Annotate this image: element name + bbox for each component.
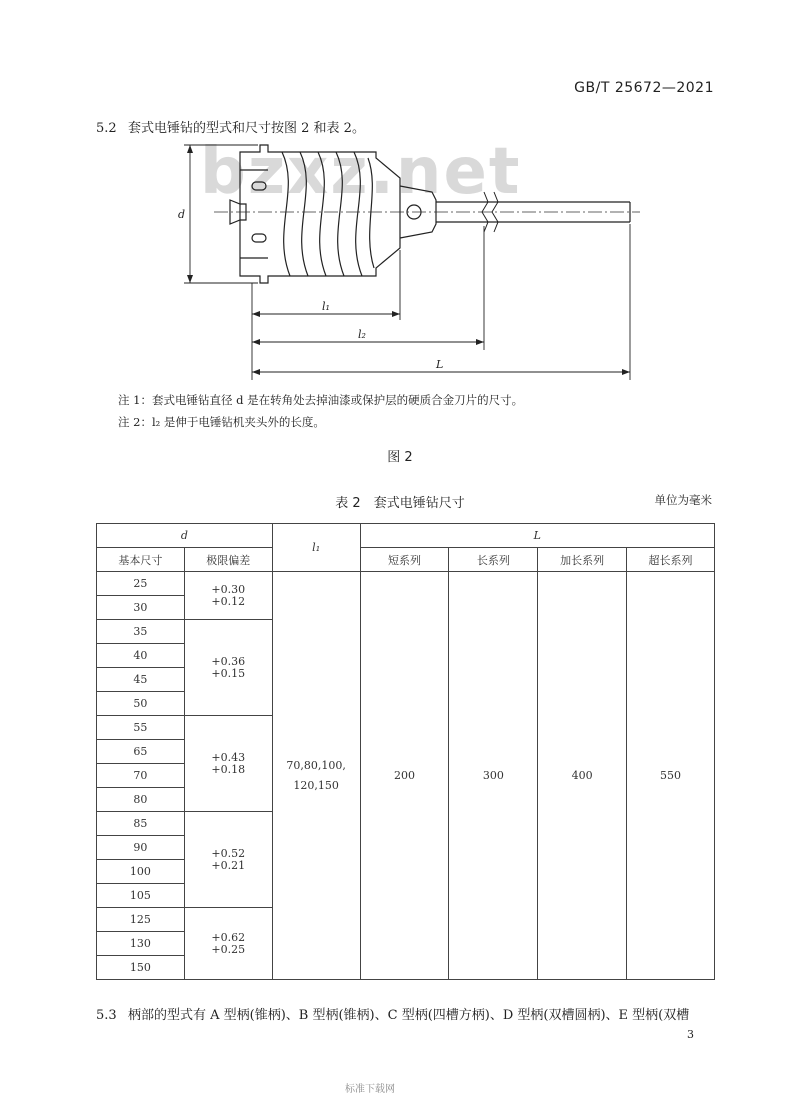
label-l2: l₂ <box>358 328 366 341</box>
l1-cell: 70,80,100, 120,150 <box>272 572 360 980</box>
basic-size-cell: 35 <box>97 620 185 644</box>
basic-size-cell: 100 <box>97 860 185 884</box>
basic-size-cell: 85 <box>97 812 185 836</box>
section-text: 柄部的型式有 A 型柄(锥柄)、B 型柄(锥柄)、C 型柄(四槽方柄)、D 型柄(双槽圆柄)、E 型柄(双槽 <box>128 1008 690 1023</box>
table-title: 表 2 套式电锤钻尺寸 <box>335 496 465 511</box>
label-l1: l₁ <box>322 300 330 313</box>
L-long-cell: 300 <box>449 572 538 980</box>
figure-note-1: 注 1：套式电锤钻直径 d 是在转角处去掉油漆或保护层的硬质合金刀片的尺寸。 <box>118 393 524 407</box>
basic-size-cell: 105 <box>97 884 185 908</box>
section-number: 5.3 <box>96 1008 117 1023</box>
basic-size-cell: 30 <box>97 596 185 620</box>
basic-size-cell: 45 <box>97 668 185 692</box>
tolerance-cell: +0.36 +0.15 <box>184 620 272 716</box>
tolerance-cell: +0.52 +0.21 <box>184 812 272 908</box>
basic-size-cell: 70 <box>97 764 185 788</box>
basic-size-cell: 90 <box>97 836 185 860</box>
header-d: d <box>97 524 273 548</box>
dimension-table <box>96 523 715 980</box>
label-d: d <box>178 208 186 221</box>
footer-mark: 标准下载网 <box>345 1084 395 1095</box>
basic-size-cell: 55 <box>97 716 185 740</box>
L-extra-long-cell: 400 <box>538 572 627 980</box>
figure-note-2: 注 2：l₂ 是伸于电锤钻机夹头外的长度。 <box>118 415 325 429</box>
basic-size-cell: 50 <box>97 692 185 716</box>
section-text: 套式电锤钻的型式和尺寸按图 2 和表 2。 <box>128 121 365 136</box>
subheader-short-series: 短系列 <box>360 548 449 572</box>
basic-size-cell: 150 <box>97 956 185 980</box>
basic-size-cell: 125 <box>97 908 185 932</box>
subheader-ultra-long-series: 超长系列 <box>627 548 715 572</box>
subheader-tolerance: 极限偏差 <box>184 548 272 572</box>
subheader-basic-size: 基本尺寸 <box>97 548 185 572</box>
page-number: 3 <box>687 1028 694 1041</box>
section-5-3 <box>96 1004 689 1023</box>
basic-size-cell: 25 <box>97 572 185 596</box>
header-L: L <box>360 524 714 548</box>
watermark: bzxz.net <box>200 135 522 209</box>
subheader-long-series: 长系列 <box>449 548 538 572</box>
drill-figure <box>0 0 800 390</box>
tolerance-cell: +0.62 +0.25 <box>184 908 272 980</box>
basic-size-cell: 65 <box>97 740 185 764</box>
L-short-cell: 200 <box>360 572 449 980</box>
basic-size-cell: 80 <box>97 788 185 812</box>
tolerance-cell: +0.30 +0.12 <box>184 572 272 620</box>
basic-size-cell: 130 <box>97 932 185 956</box>
subheader-extra-long-series: 加长系列 <box>538 548 627 572</box>
L-ultra-long-cell: 550 <box>627 572 715 980</box>
table-unit: 单位为毫米 <box>654 493 712 507</box>
section-number: 5.2 <box>96 121 117 136</box>
basic-size-cell: 40 <box>97 644 185 668</box>
label-L: L <box>436 358 444 371</box>
standard-code: GB/T 25672—2021 <box>574 80 714 96</box>
header-l1: l₁ <box>272 524 360 572</box>
tolerance-cell: +0.43 +0.18 <box>184 716 272 812</box>
figure-caption: 图 2 <box>387 450 413 465</box>
